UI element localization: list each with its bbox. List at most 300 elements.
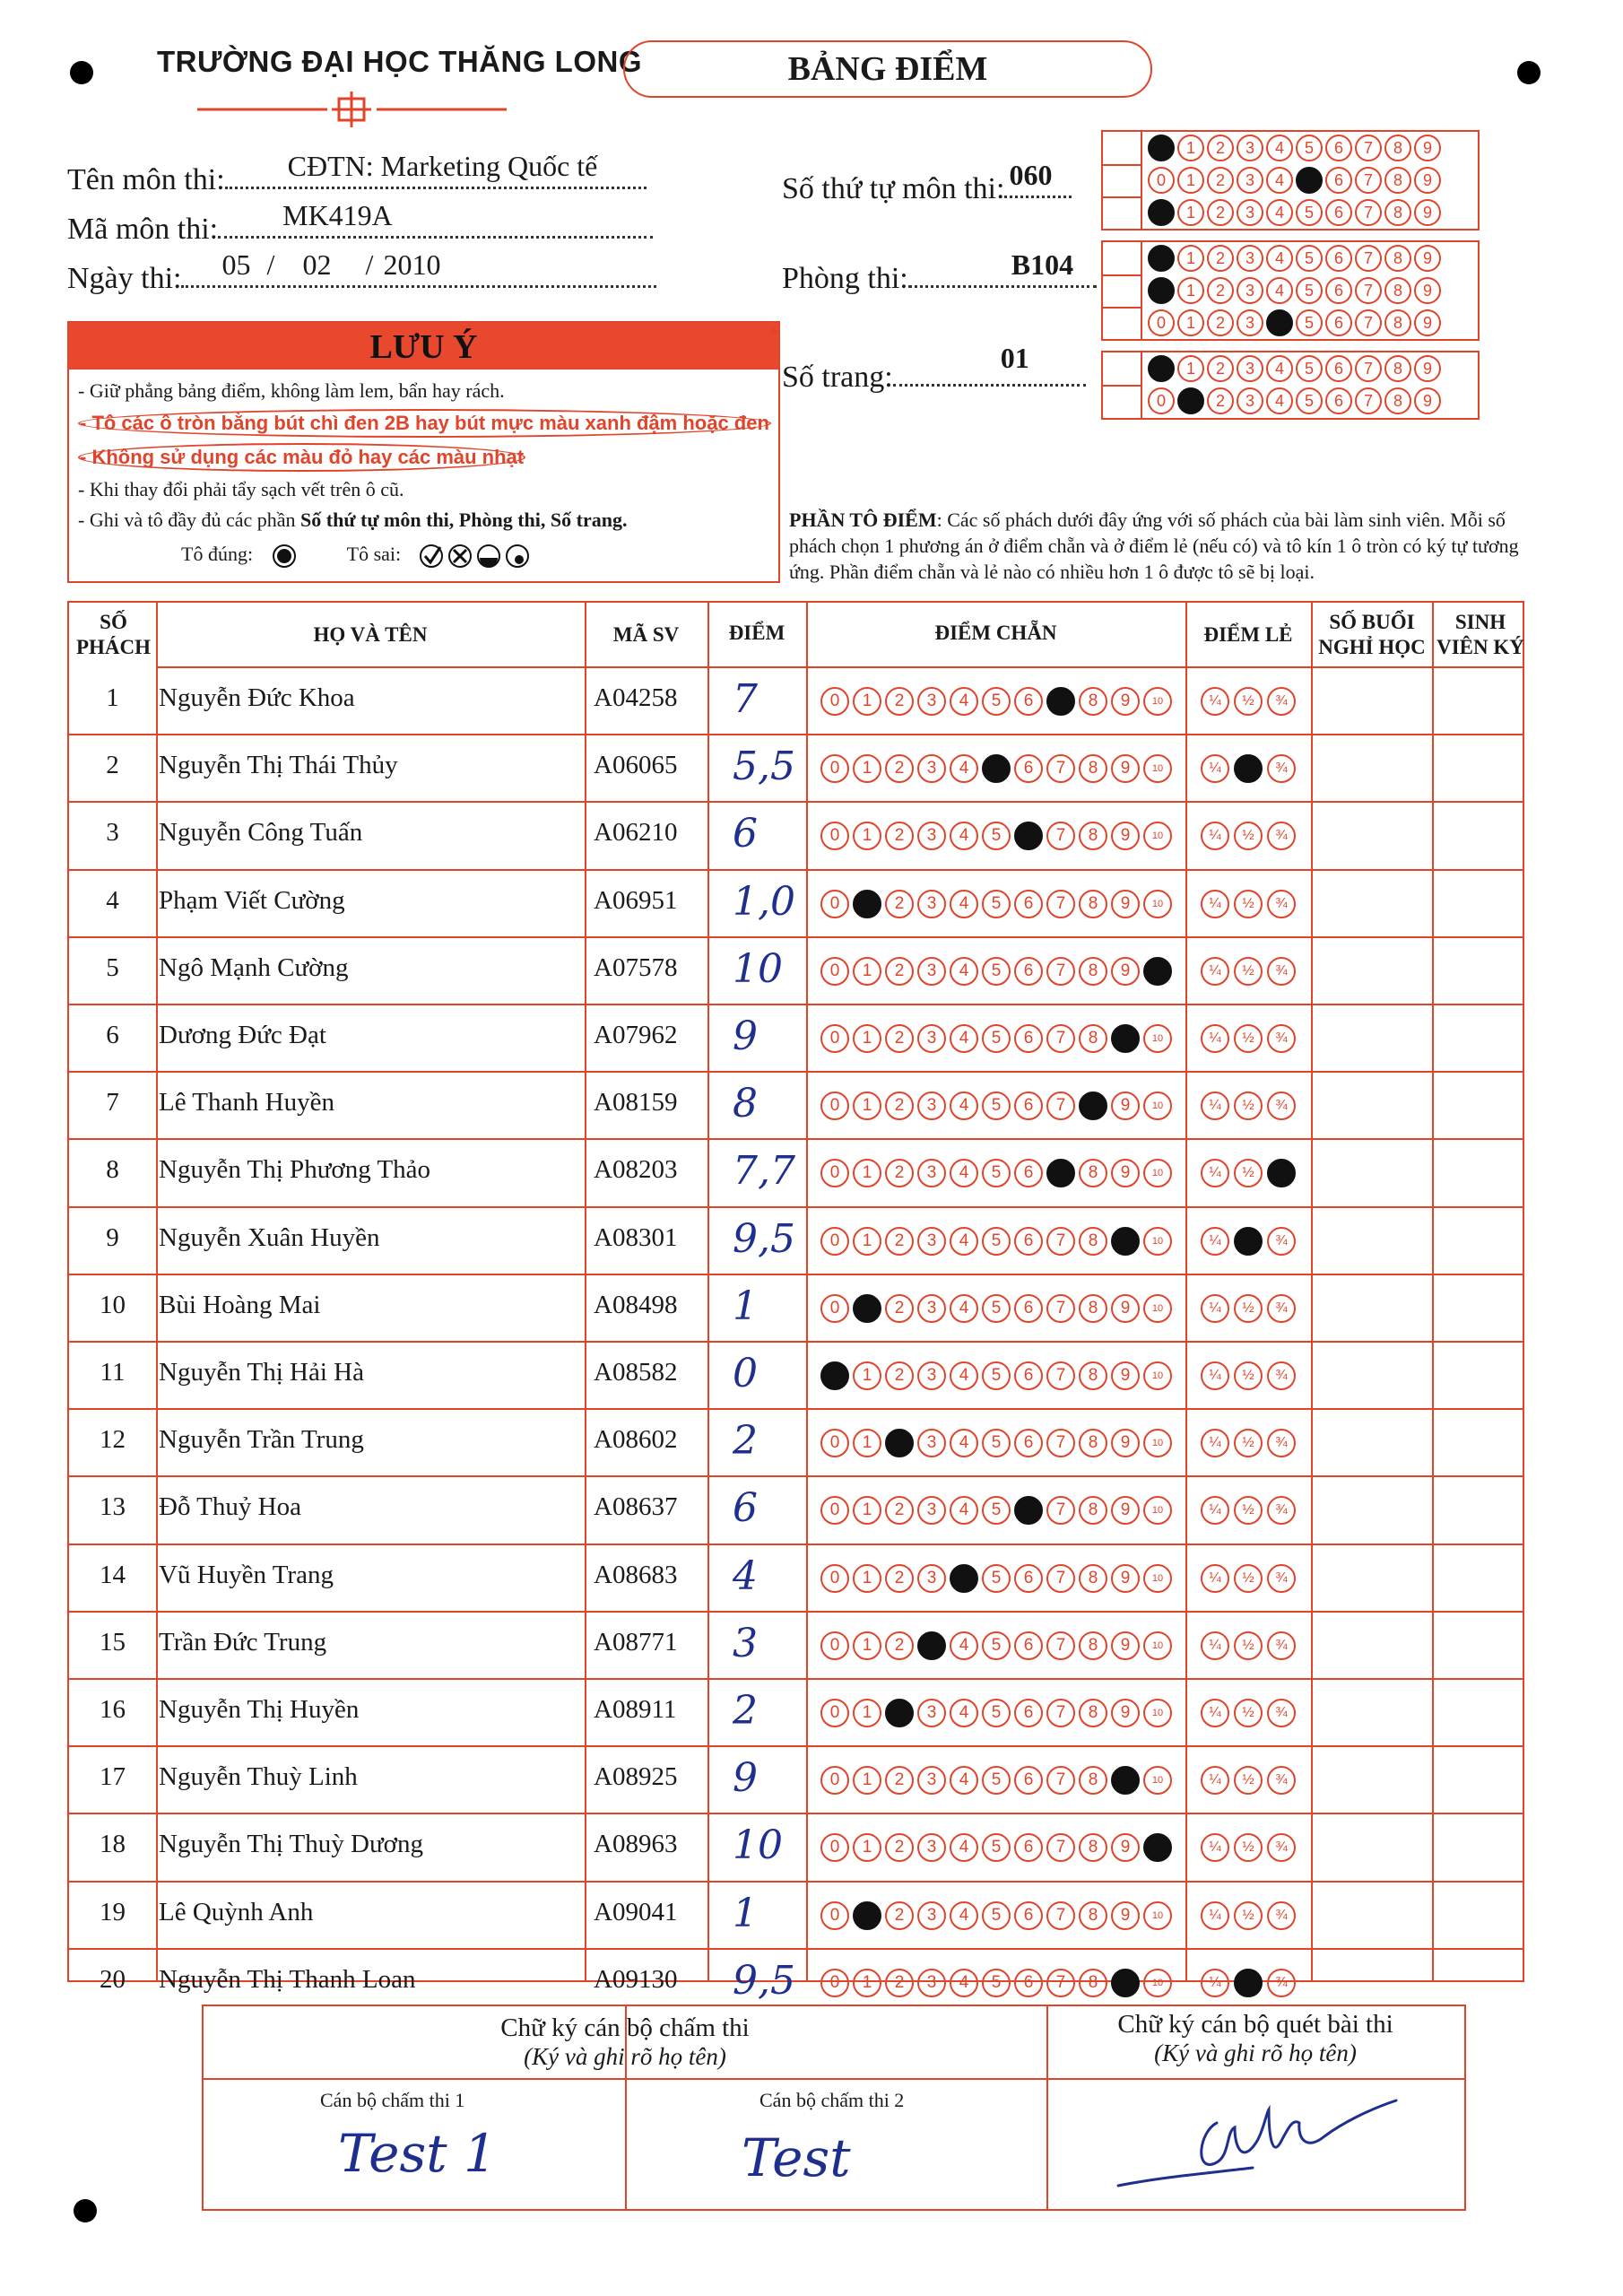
digit-bubble[interactable]: 3 (1237, 167, 1263, 194)
even-score-bubble[interactable]: 9 (1111, 1227, 1140, 1256)
digit-bubble[interactable]: 8 (1384, 135, 1411, 161)
odd-score-bubble[interactable]: ½ (1234, 1833, 1263, 1862)
digit-bubble[interactable]: 0 (1148, 245, 1175, 272)
even-score-bubble[interactable]: 6 (1014, 1496, 1043, 1525)
odd-score-bubble[interactable]: ½ (1234, 1631, 1263, 1660)
even-score-bubble[interactable]: 0 (820, 1227, 849, 1256)
odd-score-bubble[interactable]: ½ (1234, 1024, 1263, 1053)
even-score-bubble[interactable]: 0 (820, 1429, 849, 1457)
even-score-bubble[interactable]: 10 (1143, 890, 1172, 918)
even-score-bubble[interactable]: 6 (1014, 1024, 1043, 1053)
even-score-bubble[interactable]: 9 (1111, 957, 1140, 986)
even-score-bubble[interactable]: 8 (1079, 1361, 1107, 1390)
even-score-bubble[interactable]: 7 (1046, 1227, 1075, 1256)
odd-score-bubble[interactable]: ½ (1234, 1564, 1263, 1593)
digit-bubble[interactable]: 5 (1296, 135, 1323, 161)
even-score-bubble[interactable]: 6 (1014, 890, 1043, 918)
digit-bubble[interactable]: 8 (1384, 387, 1411, 414)
odd-score-bubble[interactable]: ¾ (1267, 754, 1296, 783)
odd-score-bubble[interactable]: ¼ (1201, 1091, 1229, 1120)
even-score-bubble[interactable]: 5 (982, 1564, 1011, 1593)
even-score-bubble[interactable]: 6 (1014, 754, 1043, 783)
even-score-bubble[interactable]: 6 (1014, 687, 1043, 716)
digit-bubble[interactable]: 9 (1414, 167, 1441, 194)
even-score-bubble[interactable]: 1 (853, 1294, 881, 1323)
even-score-bubble[interactable]: 7 (1046, 1631, 1075, 1660)
digit-bubble[interactable]: 8 (1384, 277, 1411, 304)
digit-bubble[interactable]: 3 (1237, 277, 1263, 304)
even-score-bubble[interactable]: 10 (1143, 1361, 1172, 1390)
even-score-bubble[interactable]: 2 (885, 1969, 914, 1997)
even-score-bubble[interactable]: 6 (1014, 1901, 1043, 1930)
even-score-bubble[interactable]: 0 (820, 1631, 849, 1660)
even-score-bubble[interactable]: 6 (1014, 1969, 1043, 1997)
even-score-bubble[interactable]: 4 (950, 1699, 978, 1727)
odd-score-bubble[interactable]: ¼ (1201, 1631, 1229, 1660)
even-score-bubble[interactable]: 1 (853, 1969, 881, 1997)
even-score-bubble[interactable]: 10 (1143, 1159, 1172, 1187)
digit-bubble[interactable]: 5 (1296, 387, 1323, 414)
digit-bubble[interactable]: 7 (1355, 245, 1382, 272)
even-score-bubble[interactable]: 7 (1046, 1564, 1075, 1593)
even-score-bubble[interactable]: 2 (885, 754, 914, 783)
odd-score-bubble[interactable]: ¼ (1201, 822, 1229, 850)
even-score-bubble[interactable]: 2 (885, 1091, 914, 1120)
even-score-bubble[interactable]: 0 (820, 1496, 849, 1525)
digit-bubble[interactable]: 8 (1384, 199, 1411, 226)
odd-score-bubble[interactable]: ¾ (1267, 957, 1296, 986)
digit-bubble[interactable]: 6 (1325, 387, 1352, 414)
odd-score-bubble[interactable]: ½ (1234, 687, 1263, 716)
odd-score-bubble[interactable]: ¼ (1201, 890, 1229, 918)
odd-score-bubble[interactable]: ¼ (1201, 1901, 1229, 1930)
even-score-bubble[interactable]: 2 (885, 1766, 914, 1795)
digit-bubble[interactable]: 4 (1266, 309, 1293, 336)
even-score-bubble[interactable]: 10 (1143, 1091, 1172, 1120)
odd-score-bubble[interactable]: ½ (1234, 890, 1263, 918)
even-score-bubble[interactable]: 5 (982, 1361, 1011, 1390)
odd-score-bubble[interactable]: ½ (1234, 957, 1263, 986)
odd-score-bubble[interactable]: ½ (1234, 1361, 1263, 1390)
digit-bubble[interactable]: 1 (1177, 199, 1204, 226)
even-score-bubble[interactable]: 1 (853, 1833, 881, 1862)
odd-score-bubble[interactable]: ¾ (1267, 1496, 1296, 1525)
odd-score-bubble[interactable]: ¼ (1201, 1766, 1229, 1795)
even-score-bubble[interactable]: 0 (820, 890, 849, 918)
digit-bubble[interactable]: 2 (1207, 355, 1234, 382)
even-score-bubble[interactable]: 0 (820, 1564, 849, 1593)
even-score-bubble[interactable]: 6 (1014, 1294, 1043, 1323)
even-score-bubble[interactable]: 3 (917, 1631, 946, 1660)
even-score-bubble[interactable]: 5 (982, 957, 1011, 986)
digit-bubble[interactable]: 0 (1148, 387, 1175, 414)
even-score-bubble[interactable]: 9 (1111, 1496, 1140, 1525)
even-score-bubble[interactable]: 3 (917, 1699, 946, 1727)
even-score-bubble[interactable]: 7 (1046, 1766, 1075, 1795)
even-score-bubble[interactable]: 6 (1014, 822, 1043, 850)
digit-bubble[interactable]: 0 (1148, 135, 1175, 161)
even-score-bubble[interactable]: 1 (853, 1496, 881, 1525)
even-score-bubble[interactable]: 5 (982, 822, 1011, 850)
even-score-bubble[interactable]: 3 (917, 1969, 946, 1997)
even-score-bubble[interactable]: 2 (885, 822, 914, 850)
even-score-bubble[interactable]: 10 (1143, 1024, 1172, 1053)
digit-bubble[interactable]: 4 (1266, 199, 1293, 226)
even-score-bubble[interactable]: 9 (1111, 1631, 1140, 1660)
even-score-bubble[interactable]: 8 (1079, 1429, 1107, 1457)
odd-score-bubble[interactable]: ¾ (1267, 1901, 1296, 1930)
digit-bubble[interactable]: 9 (1414, 309, 1441, 336)
digit-bubble[interactable]: 3 (1237, 245, 1263, 272)
even-score-bubble[interactable]: 0 (820, 754, 849, 783)
odd-score-bubble[interactable]: ¾ (1267, 1766, 1296, 1795)
odd-score-bubble[interactable]: ¼ (1201, 1699, 1229, 1727)
even-score-bubble[interactable]: 5 (982, 1159, 1011, 1187)
even-score-bubble[interactable]: 7 (1046, 1159, 1075, 1187)
even-score-bubble[interactable]: 4 (950, 1024, 978, 1053)
digit-bubble[interactable]: 6 (1325, 355, 1352, 382)
digit-bubble[interactable]: 1 (1177, 135, 1204, 161)
even-score-bubble[interactable]: 1 (853, 687, 881, 716)
even-score-bubble[interactable]: 0 (820, 1699, 849, 1727)
odd-score-bubble[interactable]: ¾ (1267, 890, 1296, 918)
even-score-bubble[interactable]: 8 (1079, 687, 1107, 716)
even-score-bubble[interactable]: 5 (982, 1496, 1011, 1525)
digit-bubble[interactable]: 1 (1177, 355, 1204, 382)
even-score-bubble[interactable]: 7 (1046, 1024, 1075, 1053)
even-score-bubble[interactable]: 9 (1111, 1429, 1140, 1457)
digit-bubble[interactable]: 6 (1325, 167, 1352, 194)
even-score-bubble[interactable]: 9 (1111, 1901, 1140, 1930)
even-score-bubble[interactable]: 0 (820, 1361, 849, 1390)
even-score-bubble[interactable]: 4 (950, 1766, 978, 1795)
odd-score-bubble[interactable]: ½ (1234, 1227, 1263, 1256)
date-field[interactable] (181, 248, 656, 288)
odd-score-bubble[interactable]: ¾ (1267, 1631, 1296, 1660)
even-score-bubble[interactable]: 2 (885, 1699, 914, 1727)
even-score-bubble[interactable]: 8 (1079, 957, 1107, 986)
even-score-bubble[interactable]: 3 (917, 1024, 946, 1053)
odd-score-bubble[interactable]: ¾ (1267, 1833, 1296, 1862)
even-score-bubble[interactable]: 5 (982, 1294, 1011, 1323)
digit-bubble[interactable]: 8 (1384, 245, 1411, 272)
even-score-bubble[interactable]: 4 (950, 1901, 978, 1930)
even-score-bubble[interactable]: 7 (1046, 890, 1075, 918)
odd-score-bubble[interactable]: ¾ (1267, 1294, 1296, 1323)
digit-bubble[interactable]: 1 (1177, 245, 1204, 272)
digit-bubble[interactable]: 0 (1148, 309, 1175, 336)
even-score-bubble[interactable]: 5 (982, 1227, 1011, 1256)
digit-bubble[interactable]: 2 (1207, 135, 1234, 161)
even-score-bubble[interactable]: 8 (1079, 1159, 1107, 1187)
digit-bubble[interactable]: 7 (1355, 387, 1382, 414)
even-score-bubble[interactable]: 10 (1143, 687, 1172, 716)
even-score-bubble[interactable]: 6 (1014, 957, 1043, 986)
digit-bubble[interactable]: 4 (1266, 167, 1293, 194)
even-score-bubble[interactable]: 3 (917, 754, 946, 783)
odd-score-bubble[interactable]: ¼ (1201, 1361, 1229, 1390)
digit-bubble[interactable]: 7 (1355, 199, 1382, 226)
even-score-bubble[interactable]: 4 (950, 1833, 978, 1862)
digit-bubble[interactable]: 3 (1237, 355, 1263, 382)
even-score-bubble[interactable]: 3 (917, 687, 946, 716)
even-score-bubble[interactable]: 3 (917, 1294, 946, 1323)
odd-score-bubble[interactable]: ½ (1234, 1294, 1263, 1323)
even-score-bubble[interactable]: 4 (950, 1294, 978, 1323)
even-score-bubble[interactable]: 4 (950, 1429, 978, 1457)
digit-bubble[interactable]: 3 (1237, 387, 1263, 414)
odd-score-bubble[interactable]: ¾ (1267, 1227, 1296, 1256)
even-score-bubble[interactable]: 4 (950, 1091, 978, 1120)
even-score-bubble[interactable]: 7 (1046, 1833, 1075, 1862)
digit-bubble[interactable]: 8 (1384, 167, 1411, 194)
even-score-bubble[interactable]: 1 (853, 1159, 881, 1187)
even-score-bubble[interactable]: 3 (917, 890, 946, 918)
digit-bubble[interactable]: 5 (1296, 167, 1323, 194)
even-score-bubble[interactable]: 8 (1079, 890, 1107, 918)
even-score-bubble[interactable]: 1 (853, 1631, 881, 1660)
even-score-bubble[interactable]: 3 (917, 1833, 946, 1862)
even-score-bubble[interactable]: 9 (1111, 1091, 1140, 1120)
even-score-bubble[interactable]: 5 (982, 1833, 1011, 1862)
even-score-bubble[interactable]: 7 (1046, 1496, 1075, 1525)
even-score-bubble[interactable]: 8 (1079, 1699, 1107, 1727)
even-score-bubble[interactable]: 8 (1079, 754, 1107, 783)
code-field[interactable] (218, 199, 653, 239)
digit-bubble[interactable]: 0 (1148, 199, 1175, 226)
odd-score-bubble[interactable]: ¾ (1267, 1564, 1296, 1593)
even-score-bubble[interactable]: 3 (917, 822, 946, 850)
even-score-bubble[interactable]: 4 (950, 1631, 978, 1660)
even-score-bubble[interactable]: 2 (885, 687, 914, 716)
even-score-bubble[interactable]: 9 (1111, 1564, 1140, 1593)
digit-bubble[interactable]: 6 (1325, 309, 1352, 336)
digit-bubble[interactable]: 5 (1296, 355, 1323, 382)
digit-bubble[interactable]: 6 (1325, 135, 1352, 161)
digit-bubble[interactable]: 7 (1355, 277, 1382, 304)
digit-bubble[interactable]: 7 (1355, 167, 1382, 194)
even-score-bubble[interactable]: 5 (982, 890, 1011, 918)
even-score-bubble[interactable]: 7 (1046, 687, 1075, 716)
even-score-bubble[interactable]: 2 (885, 1361, 914, 1390)
digit-bubble[interactable]: 9 (1414, 135, 1441, 161)
even-score-bubble[interactable]: 2 (885, 1227, 914, 1256)
odd-score-bubble[interactable]: ¼ (1201, 687, 1229, 716)
page-field[interactable] (893, 342, 1086, 387)
even-score-bubble[interactable]: 4 (950, 957, 978, 986)
even-score-bubble[interactable]: 9 (1111, 1159, 1140, 1187)
even-score-bubble[interactable]: 4 (950, 822, 978, 850)
even-score-bubble[interactable]: 3 (917, 1091, 946, 1120)
digit-bubble[interactable]: 5 (1296, 199, 1323, 226)
even-score-bubble[interactable]: 1 (853, 1766, 881, 1795)
digit-bubble[interactable]: 2 (1207, 167, 1234, 194)
even-score-bubble[interactable]: 8 (1079, 1496, 1107, 1525)
even-score-bubble[interactable]: 2 (885, 890, 914, 918)
even-score-bubble[interactable]: 2 (885, 1901, 914, 1930)
even-score-bubble[interactable]: 2 (885, 1496, 914, 1525)
even-score-bubble[interactable]: 5 (982, 1024, 1011, 1053)
even-score-bubble[interactable]: 0 (820, 687, 849, 716)
digit-bubble[interactable]: 2 (1207, 277, 1234, 304)
odd-score-bubble[interactable]: ½ (1234, 1901, 1263, 1930)
even-score-bubble[interactable]: 8 (1079, 822, 1107, 850)
even-score-bubble[interactable]: 9 (1111, 1294, 1140, 1323)
even-score-bubble[interactable]: 7 (1046, 822, 1075, 850)
even-score-bubble[interactable]: 2 (885, 1631, 914, 1660)
odd-score-bubble[interactable]: ¼ (1201, 754, 1229, 783)
even-score-bubble[interactable]: 1 (853, 1361, 881, 1390)
even-score-bubble[interactable]: 9 (1111, 1699, 1140, 1727)
even-score-bubble[interactable]: 0 (820, 1294, 849, 1323)
even-score-bubble[interactable]: 8 (1079, 1091, 1107, 1120)
even-score-bubble[interactable]: 5 (982, 1631, 1011, 1660)
even-score-bubble[interactable]: 9 (1111, 1969, 1140, 1997)
even-score-bubble[interactable]: 4 (950, 1564, 978, 1593)
even-score-bubble[interactable]: 2 (885, 1024, 914, 1053)
even-score-bubble[interactable]: 4 (950, 1159, 978, 1187)
even-score-bubble[interactable]: 4 (950, 687, 978, 716)
digit-bubble[interactable]: 8 (1384, 355, 1411, 382)
even-score-bubble[interactable]: 7 (1046, 1091, 1075, 1120)
odd-score-bubble[interactable]: ¼ (1201, 1294, 1229, 1323)
odd-score-bubble[interactable]: ¾ (1267, 687, 1296, 716)
even-score-bubble[interactable]: 5 (982, 1969, 1011, 1997)
even-score-bubble[interactable]: 0 (820, 957, 849, 986)
digit-bubble[interactable]: 1 (1177, 387, 1204, 414)
even-score-bubble[interactable]: 8 (1079, 1227, 1107, 1256)
room-field[interactable] (908, 248, 1097, 288)
even-score-bubble[interactable]: 1 (853, 957, 881, 986)
even-score-bubble[interactable]: 4 (950, 1227, 978, 1256)
odd-score-bubble[interactable]: ¾ (1267, 822, 1296, 850)
even-score-bubble[interactable]: 10 (1143, 1766, 1172, 1795)
even-score-bubble[interactable]: 0 (820, 1091, 849, 1120)
even-score-bubble[interactable]: 5 (982, 687, 1011, 716)
digit-bubble[interactable]: 4 (1266, 387, 1293, 414)
even-score-bubble[interactable]: 1 (853, 1699, 881, 1727)
digit-bubble[interactable]: 6 (1325, 277, 1352, 304)
even-score-bubble[interactable]: 1 (853, 1091, 881, 1120)
odd-score-bubble[interactable]: ½ (1234, 1496, 1263, 1525)
even-score-bubble[interactable]: 2 (885, 1159, 914, 1187)
digit-bubble[interactable]: 0 (1148, 277, 1175, 304)
even-score-bubble[interactable]: 9 (1111, 1766, 1140, 1795)
even-score-bubble[interactable]: 5 (982, 754, 1011, 783)
digit-bubble[interactable]: 1 (1177, 309, 1204, 336)
odd-score-bubble[interactable]: ½ (1234, 1969, 1263, 1997)
even-score-bubble[interactable]: 10 (1143, 1564, 1172, 1593)
even-score-bubble[interactable]: 5 (982, 1699, 1011, 1727)
even-score-bubble[interactable]: 2 (885, 1564, 914, 1593)
odd-score-bubble[interactable]: ¼ (1201, 1159, 1229, 1187)
digit-bubble[interactable]: 8 (1384, 309, 1411, 336)
digit-bubble[interactable]: 1 (1177, 277, 1204, 304)
digit-bubble[interactable]: 3 (1237, 135, 1263, 161)
even-score-bubble[interactable]: 8 (1079, 1901, 1107, 1930)
even-score-bubble[interactable]: 10 (1143, 822, 1172, 850)
digit-bubble[interactable]: 7 (1355, 309, 1382, 336)
even-score-bubble[interactable]: 1 (853, 822, 881, 850)
digit-bubble[interactable]: 9 (1414, 387, 1441, 414)
odd-score-bubble[interactable]: ¾ (1267, 1159, 1296, 1187)
digit-bubble[interactable]: 6 (1325, 245, 1352, 272)
even-score-bubble[interactable]: 6 (1014, 1159, 1043, 1187)
even-score-bubble[interactable]: 1 (853, 1429, 881, 1457)
odd-score-bubble[interactable]: ½ (1234, 1699, 1263, 1727)
even-score-bubble[interactable]: 10 (1143, 1833, 1172, 1862)
even-score-bubble[interactable]: 1 (853, 1024, 881, 1053)
odd-score-bubble[interactable]: ¼ (1201, 1429, 1229, 1457)
even-score-bubble[interactable]: 4 (950, 1969, 978, 1997)
seq-field[interactable] (1004, 159, 1072, 198)
odd-score-bubble[interactable]: ½ (1234, 754, 1263, 783)
even-score-bubble[interactable]: 2 (885, 957, 914, 986)
even-score-bubble[interactable]: 10 (1143, 1496, 1172, 1525)
even-score-bubble[interactable]: 5 (982, 1766, 1011, 1795)
odd-score-bubble[interactable]: ½ (1234, 822, 1263, 850)
odd-score-bubble[interactable]: ¾ (1267, 1024, 1296, 1053)
digit-bubble[interactable]: 7 (1355, 355, 1382, 382)
digit-bubble[interactable]: 2 (1207, 199, 1234, 226)
even-score-bubble[interactable]: 9 (1111, 890, 1140, 918)
odd-score-bubble[interactable]: ½ (1234, 1159, 1263, 1187)
even-score-bubble[interactable]: 1 (853, 754, 881, 783)
even-score-bubble[interactable]: 4 (950, 1361, 978, 1390)
even-score-bubble[interactable]: 3 (917, 1361, 946, 1390)
even-score-bubble[interactable]: 8 (1079, 1766, 1107, 1795)
even-score-bubble[interactable]: 9 (1111, 822, 1140, 850)
odd-score-bubble[interactable]: ¼ (1201, 957, 1229, 986)
digit-bubble[interactable]: 2 (1207, 387, 1234, 414)
even-score-bubble[interactable]: 5 (982, 1901, 1011, 1930)
even-score-bubble[interactable]: 3 (917, 1901, 946, 1930)
digit-bubble[interactable]: 9 (1414, 245, 1441, 272)
even-score-bubble[interactable]: 3 (917, 1564, 946, 1593)
digit-bubble[interactable]: 5 (1296, 277, 1323, 304)
even-score-bubble[interactable]: 0 (820, 1766, 849, 1795)
digit-bubble[interactable]: 6 (1325, 199, 1352, 226)
even-score-bubble[interactable]: 0 (820, 1901, 849, 1930)
odd-score-bubble[interactable]: ¼ (1201, 1024, 1229, 1053)
odd-score-bubble[interactable]: ¾ (1267, 1091, 1296, 1120)
even-score-bubble[interactable]: 7 (1046, 754, 1075, 783)
digit-bubble[interactable]: 4 (1266, 135, 1293, 161)
even-score-bubble[interactable]: 0 (820, 1833, 849, 1862)
even-score-bubble[interactable]: 7 (1046, 1361, 1075, 1390)
even-score-bubble[interactable]: 9 (1111, 1024, 1140, 1053)
even-score-bubble[interactable]: 7 (1046, 1969, 1075, 1997)
even-score-bubble[interactable]: 8 (1079, 1969, 1107, 1997)
subject-field[interactable] (225, 150, 647, 189)
even-score-bubble[interactable]: 10 (1143, 1227, 1172, 1256)
even-score-bubble[interactable]: 1 (853, 890, 881, 918)
even-score-bubble[interactable]: 0 (820, 1024, 849, 1053)
even-score-bubble[interactable]: 2 (885, 1429, 914, 1457)
even-score-bubble[interactable]: 1 (853, 1901, 881, 1930)
even-score-bubble[interactable]: 10 (1143, 1294, 1172, 1323)
digit-bubble[interactable]: 4 (1266, 277, 1293, 304)
even-score-bubble[interactable]: 4 (950, 1496, 978, 1525)
even-score-bubble[interactable]: 6 (1014, 1429, 1043, 1457)
even-score-bubble[interactable]: 0 (820, 1159, 849, 1187)
even-score-bubble[interactable]: 7 (1046, 957, 1075, 986)
even-score-bubble[interactable]: 4 (950, 754, 978, 783)
even-score-bubble[interactable]: 6 (1014, 1699, 1043, 1727)
odd-score-bubble[interactable]: ¾ (1267, 1969, 1296, 1997)
digit-bubble[interactable]: 7 (1355, 135, 1382, 161)
even-score-bubble[interactable]: 9 (1111, 687, 1140, 716)
